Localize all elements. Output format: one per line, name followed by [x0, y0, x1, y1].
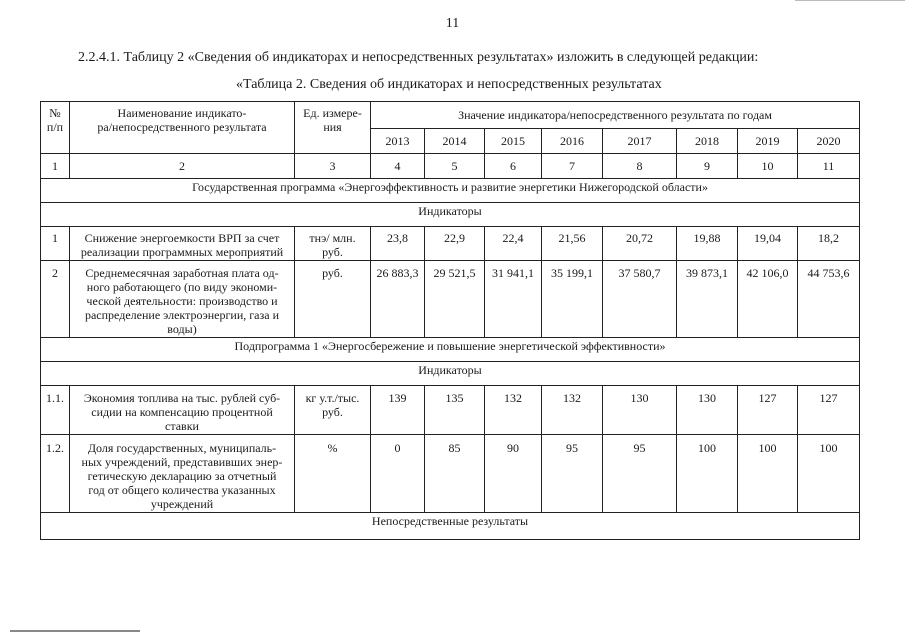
- header-name-cell: [70, 102, 295, 154]
- value-cell: 130: [603, 386, 677, 435]
- table-row: [41, 386, 860, 435]
- value-cell: 19,88: [677, 227, 738, 261]
- indicators-table: [40, 101, 860, 540]
- row-number: 1.2.: [41, 435, 70, 513]
- indicator-name-line: реализации программных мероприятий: [80, 245, 284, 259]
- indicator-name: [70, 227, 295, 261]
- header-name-line: ра/непосредственного результата: [97, 120, 267, 134]
- indicator-name-line: год от общего количества указанных: [88, 483, 276, 497]
- column-number: 9: [677, 154, 738, 179]
- header-values-group: Значение индикатора/непосредственного результата по годам: [371, 102, 860, 129]
- value-cell: 132: [542, 386, 603, 435]
- indicators-section-row: [41, 362, 860, 386]
- indicator-unit-line: руб.: [322, 266, 343, 280]
- indicators-section-row: [41, 203, 860, 227]
- indicator-name: [70, 386, 295, 435]
- indicator-unit-line: руб.: [322, 405, 343, 419]
- value-cell: 132: [485, 386, 542, 435]
- indicator-name: [70, 435, 295, 513]
- page-number: 11: [445, 16, 460, 31]
- header-unit-line: ния: [323, 120, 342, 134]
- indicator-name-line: учреждений: [150, 497, 214, 511]
- program-title-row: [41, 179, 860, 203]
- indicator-unit: [295, 386, 371, 435]
- column-number: 8: [603, 154, 677, 179]
- value-cell: 130: [677, 386, 738, 435]
- value-cell: 0: [371, 435, 425, 513]
- value-cell: 39 873,1: [677, 261, 738, 338]
- program-title: Государственная программа «Энергоэффективность и развитие энергетики Нижегородской области»: [41, 179, 860, 203]
- row-number: 1.1.: [41, 386, 70, 435]
- value-cell: 35 199,1: [542, 261, 603, 338]
- indicators-section-label: Индикаторы: [41, 203, 860, 227]
- indicators-section-label: Индикаторы: [41, 362, 860, 386]
- value-cell: 21,56: [542, 227, 603, 261]
- column-number: 6: [485, 154, 542, 179]
- value-cell: 31 941,1: [485, 261, 542, 338]
- header-year: 2017: [603, 129, 677, 154]
- subprogram-title: Подпрограмма 1 «Энергосбережение и повышение энергетической эффективности»: [41, 338, 860, 362]
- indicator-unit-line: тнэ/ млн.: [309, 231, 356, 245]
- scan-edge-line: [795, 0, 905, 1]
- header-num-line: №: [49, 106, 61, 120]
- header-year: 2018: [677, 129, 738, 154]
- indicator-unit: [295, 261, 371, 338]
- header-year: 2016: [542, 129, 603, 154]
- row-number: 1: [41, 227, 70, 261]
- column-number: 10: [738, 154, 798, 179]
- indicator-name-line: ставки: [165, 419, 199, 433]
- value-cell: 139: [371, 386, 425, 435]
- header-num-cell: [41, 102, 70, 154]
- column-number: 5: [425, 154, 485, 179]
- indicator-name-line: Доля государственных, муниципаль-: [87, 441, 277, 455]
- value-cell: 90: [485, 435, 542, 513]
- table-caption: «Таблица 2. Сведения об индикаторах и непосредственных результатах: [236, 77, 662, 92]
- column-number: 1: [41, 154, 70, 179]
- value-cell: 95: [603, 435, 677, 513]
- column-number: 2: [70, 154, 295, 179]
- indicator-name-line: воды): [167, 322, 197, 336]
- column-number: 3: [295, 154, 371, 179]
- intro-paragraph: 2.2.4.1. Таблицу 2 «Сведения об индикаторах и непосредственных результатах» изложить в следующей редакции:: [78, 50, 759, 65]
- column-number: 7: [542, 154, 603, 179]
- column-number: 11: [798, 154, 860, 179]
- value-cell: 18,2: [798, 227, 860, 261]
- indicator-unit-line: кг у.т./тыс.: [305, 391, 360, 405]
- column-number: 4: [371, 154, 425, 179]
- table-row: [41, 227, 860, 261]
- row-number: 2: [41, 261, 70, 338]
- value-cell: 19,04: [738, 227, 798, 261]
- indicator-name-line: распределение электроэнергии, газа и: [84, 308, 279, 322]
- value-cell: 26 883,3: [371, 261, 425, 338]
- header-unit-cell: [295, 102, 371, 154]
- indicator-unit: [295, 227, 371, 261]
- header-year: 2015: [485, 129, 542, 154]
- indicator-unit-line: руб.: [322, 245, 343, 259]
- header-year: 2019: [738, 129, 798, 154]
- value-cell: 95: [542, 435, 603, 513]
- value-cell: 127: [798, 386, 860, 435]
- header-row-1: [41, 102, 860, 129]
- value-cell: 23,8: [371, 227, 425, 261]
- subprogram-title-row: [41, 338, 860, 362]
- column-number-row: [41, 154, 860, 179]
- value-cell: 42 106,0: [738, 261, 798, 338]
- header-num-line: п/п: [46, 120, 64, 134]
- header-unit-line: Ед. измере-: [303, 106, 362, 120]
- indicator-unit: [295, 435, 371, 513]
- footnote-rule: [10, 630, 140, 632]
- header-name-line: Наименование индикато-: [117, 106, 247, 120]
- header-year: 2020: [798, 129, 860, 154]
- value-cell: 20,72: [603, 227, 677, 261]
- value-cell: 135: [425, 386, 485, 435]
- indicator-name-line: ного работающего (по виду экономи-: [86, 280, 278, 294]
- value-cell: 29 521,5: [425, 261, 485, 338]
- value-cell: 127: [738, 386, 798, 435]
- value-cell: 22,4: [485, 227, 542, 261]
- indicator-name-line: ческой деятельности: производство и: [86, 294, 278, 308]
- value-cell: 100: [798, 435, 860, 513]
- table-row: [41, 435, 860, 513]
- header-year: 2013: [371, 129, 425, 154]
- indicator-name-line: гетическую декларацию за отчетный: [87, 469, 277, 483]
- table-row: [41, 261, 860, 338]
- indicator-unit-line: %: [327, 441, 338, 455]
- header-year: 2014: [425, 129, 485, 154]
- value-cell: 100: [677, 435, 738, 513]
- indicator-name: [70, 261, 295, 338]
- value-cell: 37 580,7: [603, 261, 677, 338]
- indicator-name-line: ных учреждений, представивших энер-: [81, 455, 283, 469]
- indicator-name-line: сидии на компенсацию процентной: [91, 405, 273, 419]
- value-cell: 85: [425, 435, 485, 513]
- value-cell: 44 753,6: [798, 261, 860, 338]
- indicator-name-line: Экономия топлива на тыс. рублей суб-: [83, 391, 281, 405]
- direct-results-label: Непосредственные результаты: [41, 513, 860, 540]
- value-cell: 22,9: [425, 227, 485, 261]
- direct-results-row: [41, 513, 860, 540]
- indicator-name-line: Среднемесячная заработная плата од-: [85, 266, 279, 280]
- value-cell: 100: [738, 435, 798, 513]
- indicator-name-line: Снижение энергоемкости ВРП за счет: [84, 231, 280, 245]
